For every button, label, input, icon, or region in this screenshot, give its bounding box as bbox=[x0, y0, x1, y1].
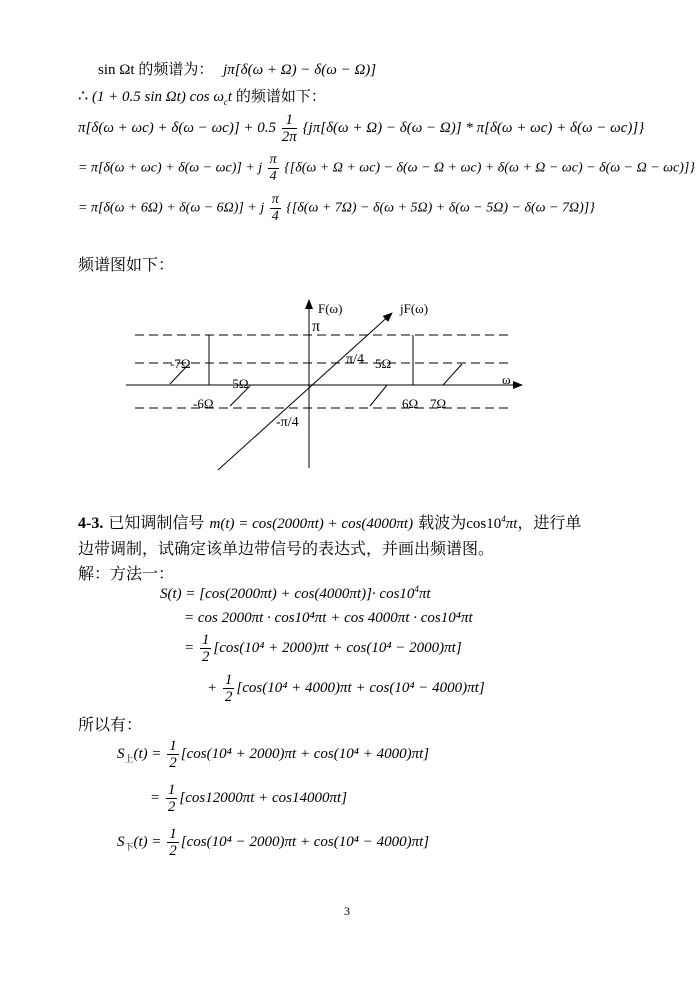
lsb-sub: 下 bbox=[124, 842, 134, 853]
frac-den: 4 bbox=[269, 169, 277, 184]
s-line-1 bbox=[160, 584, 431, 603]
so-heading: 所以有： bbox=[78, 715, 143, 734]
s4-body: [cos(10⁴ + 4000)πt + cos(10⁴ − 4000)πt] bbox=[236, 679, 485, 696]
label-neg-pi4: -π/4 bbox=[276, 415, 299, 430]
sin-omega-t: sin Ωt bbox=[98, 62, 135, 78]
usb-eq: (t) = bbox=[133, 745, 162, 762]
signal-expr: m(t) = cos(2000πt) + cos(4000πt) bbox=[209, 516, 414, 532]
numeric-second: {[δ(ω + 7Ω) − δ(ω + 5Ω) + δ(ω − 5Ω) − δ(ω − 7Ω)]} bbox=[286, 200, 595, 216]
lsb-body: [cos(10⁴ − 2000)πt + cos(10⁴ − 4000)πt] bbox=[180, 833, 430, 850]
s4-plus: + bbox=[207, 679, 218, 696]
frac-den: 2 bbox=[167, 799, 176, 815]
usb-s: S bbox=[117, 745, 125, 762]
problem-number: 4-3. bbox=[78, 515, 104, 532]
usb-line bbox=[117, 738, 429, 771]
label-minus-7: -7Ω bbox=[170, 356, 191, 371]
carrier-expr bbox=[466, 516, 517, 532]
problem-line-2: 边带调制，试确定该单边带信号的表达式，并画出频谱图。 bbox=[78, 539, 495, 558]
am-signal-expr: (1 + 0.5 sin Ωt) cos ω bbox=[91, 89, 224, 105]
frac-num: 1 bbox=[282, 112, 297, 129]
lsb-s: S bbox=[117, 833, 125, 850]
problem-line-1 bbox=[78, 510, 581, 533]
frac-num: 1 bbox=[167, 782, 176, 798]
therefore-symbol: ∴ bbox=[78, 88, 89, 105]
conv-first-part: π[δ(ω + ω bbox=[78, 119, 143, 136]
label-pi4: π/4 bbox=[346, 352, 364, 367]
am-t: t bbox=[227, 89, 233, 105]
fraction-half-2 bbox=[223, 672, 235, 705]
usb-line-2 bbox=[150, 782, 347, 815]
carrier-subscript: c bbox=[223, 97, 228, 107]
s1-exp: 4 bbox=[414, 584, 419, 594]
frac-num: π bbox=[271, 192, 279, 207]
frac-num: 1 bbox=[169, 738, 177, 754]
carrier-exp: 4 bbox=[501, 514, 506, 524]
label-plus-5: 5Ω bbox=[375, 356, 392, 371]
carrier-tail: πt bbox=[505, 516, 518, 532]
s-line-4 bbox=[207, 672, 485, 705]
label-plus-7: 7Ω bbox=[430, 396, 447, 411]
label-minus-6: -6Ω bbox=[193, 396, 214, 411]
carrier-cos: cos10 bbox=[466, 516, 502, 532]
label-jf-omega: jF(ω) bbox=[400, 301, 429, 316]
frac-num: 1 bbox=[224, 672, 233, 688]
s2-expr: = cos 2000πt · cos10⁴πt + cos 4000πt · cos10⁴πt bbox=[184, 610, 473, 626]
s-line-2 bbox=[184, 610, 473, 627]
label-f-omega: F(ω) bbox=[318, 301, 343, 316]
conv-first-rest: c) + δ(ω − ωc)] + 0.5 bbox=[142, 119, 277, 136]
s-line-3 bbox=[184, 632, 462, 665]
usb-body: [cos(10⁴ + 2000)πt + cos(10⁴ + 4000)πt] bbox=[180, 745, 430, 762]
frac-den: 2 bbox=[169, 843, 177, 859]
frac-den: 2 bbox=[201, 649, 210, 665]
frac-num: 1 bbox=[201, 632, 210, 648]
label-omega: ω bbox=[502, 372, 511, 387]
expanded-first: = π[δ(ω + ωc) + δ(ω − ωc)] + j bbox=[78, 160, 263, 176]
frac-den: 2π bbox=[281, 129, 297, 145]
problem-text-c: ，进行单 bbox=[517, 513, 582, 532]
numeric-first: = π[δ(ω + 6Ω) + δ(ω − 6Ω)] + j bbox=[78, 200, 265, 216]
s3-eq: = bbox=[184, 639, 195, 656]
fraction-half-3 bbox=[167, 738, 179, 771]
lsb-line bbox=[117, 826, 429, 859]
label-minus-5: -5Ω bbox=[228, 376, 249, 391]
usb2-eq: = bbox=[150, 789, 161, 806]
sin-spectrum-expr: jπ[δ(ω + Ω) − δ(ω − Ω)] bbox=[223, 62, 377, 78]
lsb-eq: (t) = bbox=[133, 833, 162, 850]
label-plus-6: 6Ω bbox=[402, 396, 419, 411]
fraction-half-4 bbox=[166, 782, 178, 815]
fraction-half bbox=[200, 632, 212, 665]
spectrum-is-text: 的频谱为： bbox=[138, 60, 214, 78]
problem-text-b: 载波为 bbox=[418, 513, 467, 532]
conv-second-part: {jπ[δ(ω + Ω) − δ(ω − Ω)] * π[δ(ω + ωc) + δ(ω − ωc)]} bbox=[302, 119, 645, 136]
mark-plus-5 bbox=[370, 385, 387, 406]
expanded-second: {[δ(ω + Ω + ωc) − δ(ω − Ω + ωc) + δ(ω + Ω − ωc) − δ(ω − Ω − ωc)]} bbox=[284, 160, 695, 176]
mark-plus-7 bbox=[443, 364, 462, 385]
label-pi: π bbox=[312, 318, 321, 335]
frac-den: 2 bbox=[224, 689, 233, 705]
page-number: 3 bbox=[344, 904, 350, 918]
frac-den: 2 bbox=[169, 755, 177, 771]
usb-sub: 上 bbox=[124, 754, 134, 765]
usb2-body: [cos12000πt + cos14000πt] bbox=[179, 789, 348, 806]
frac-num: π bbox=[269, 152, 277, 167]
s3-body: [cos(10⁴ + 2000)πt + cos(10⁴ − 2000)πt] bbox=[213, 639, 462, 656]
frac-den: 4 bbox=[271, 209, 279, 224]
spectrum-as-follows-text: 的频谱如下： bbox=[235, 87, 326, 105]
s1-tail: πt bbox=[418, 586, 431, 602]
fraction-half-5 bbox=[167, 826, 179, 859]
s1-expr: S(t) = [cos(2000πt) + cos(4000πt)]· cos10 bbox=[160, 586, 415, 602]
spectrum-heading: 频谱图如下： bbox=[78, 255, 175, 274]
solution-heading: 解：方法一： bbox=[78, 564, 175, 583]
frac-num: 1 bbox=[169, 826, 177, 842]
problem-text-a: 已知调制信号 bbox=[103, 513, 205, 532]
